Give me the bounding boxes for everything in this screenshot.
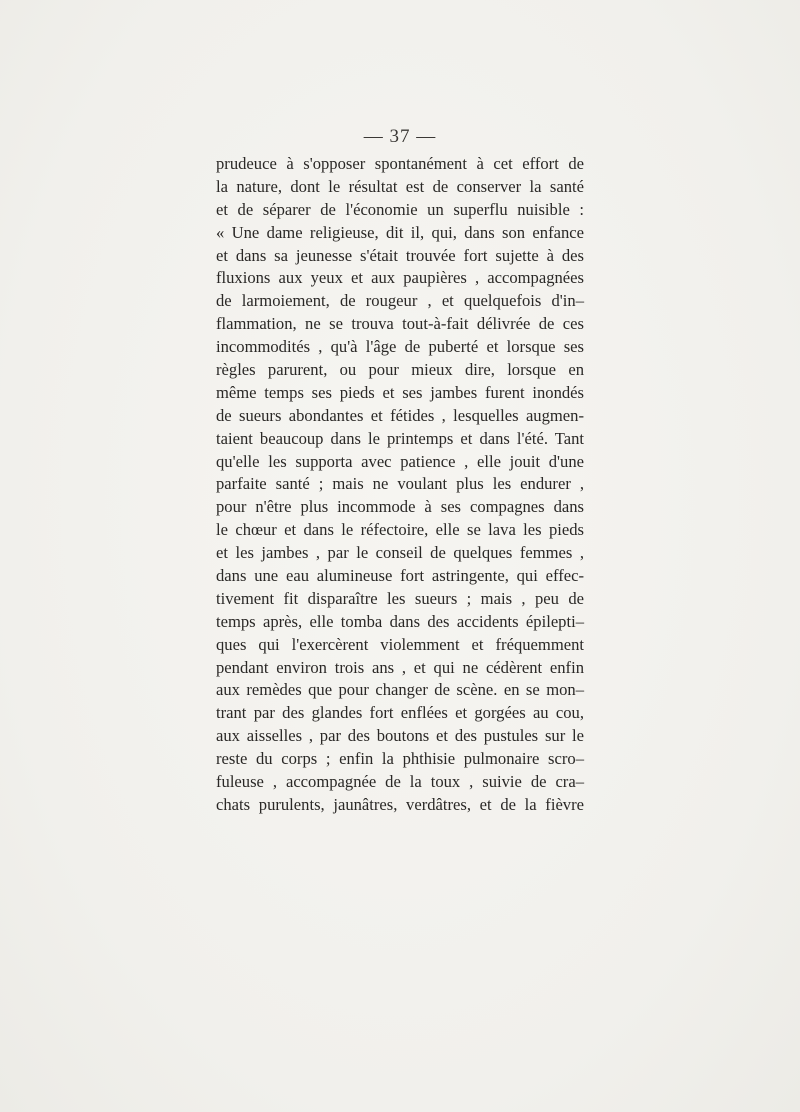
text-line: aux aisselles , par des boutons et des pustules sur le	[216, 726, 584, 746]
text-line: reste du corps ; enfin la phthisie pulmonaire scro–	[216, 749, 584, 769]
text-line: flammation, ne se trouva tout-à-fait délivrée de ces	[216, 314, 584, 334]
text-line: parfaite santé ; mais ne voulant plus les endurer ,	[216, 474, 584, 494]
text-line: incommodités , qu'à l'âge de puberté et lorsque ses	[216, 337, 584, 357]
text-line: de sueurs abondantes et fétides , lesquelles augmen-	[216, 405, 584, 425]
text-line: le chœur et dans le réfectoire, elle se lava les pieds	[216, 520, 584, 540]
text-line: et dans sa jeunesse s'était trouvée fort sujette à des	[216, 245, 584, 265]
text-line: pour n'être plus incommode à ses compagnes dans	[216, 497, 584, 517]
text-line: trant par des glandes fort enflées et gorgées au cou,	[216, 703, 584, 723]
text-line: même temps ses pieds et ses jambes furent inondés	[216, 382, 584, 402]
text-line: pendant environ trois ans , et qui ne cédèrent enfin	[216, 657, 584, 677]
text-line: dans une eau alumineuse fort astringente, qui effec-	[216, 566, 584, 586]
text-line: chats purulents, jaunâtres, verdâtres, et de la fièvre	[216, 794, 584, 814]
text-line: règles parurent, ou pour mieux dire, lorsque en	[216, 360, 584, 380]
text-line: la nature, dont le résultat est de conserver la santé	[216, 176, 584, 196]
text-line: taient beaucoup dans le printemps et dans l'été. Tant	[216, 428, 584, 448]
text-line: et de séparer de l'économie un superflu nuisible :	[216, 199, 584, 219]
text-line: et les jambes , par le conseil de quelques femmes ,	[216, 543, 584, 563]
text-line: ques qui l'exercèrent violemment et fréquemment	[216, 634, 584, 654]
text-line: fuleuse , accompagnée de la toux , suivie de cra–	[216, 772, 584, 792]
text-line: prudeuce à s'opposer spontanément à cet effort de	[216, 154, 584, 173]
page-number: — 37 —	[363, 126, 437, 147]
text-line: tivement fit disparaître les sueurs ; mais , peu de	[216, 588, 584, 608]
text-line: temps après, elle tomba dans des accidents épilepti–	[216, 611, 584, 631]
text-line: fluxions aux yeux et aux paupières , accompagnées	[216, 268, 584, 288]
text-line: aux remèdes que pour changer de scène. en se mon–	[216, 680, 584, 700]
body-text	[216, 153, 584, 817]
text-line: « Une dame religieuse, dit il, qui, dans son enfance	[216, 222, 584, 242]
text-line: de larmoiement, de rougeur , et quelquefois d'in–	[216, 291, 584, 311]
text-line: qu'elle les supporta avec patience , elle jouit d'une	[216, 451, 584, 471]
